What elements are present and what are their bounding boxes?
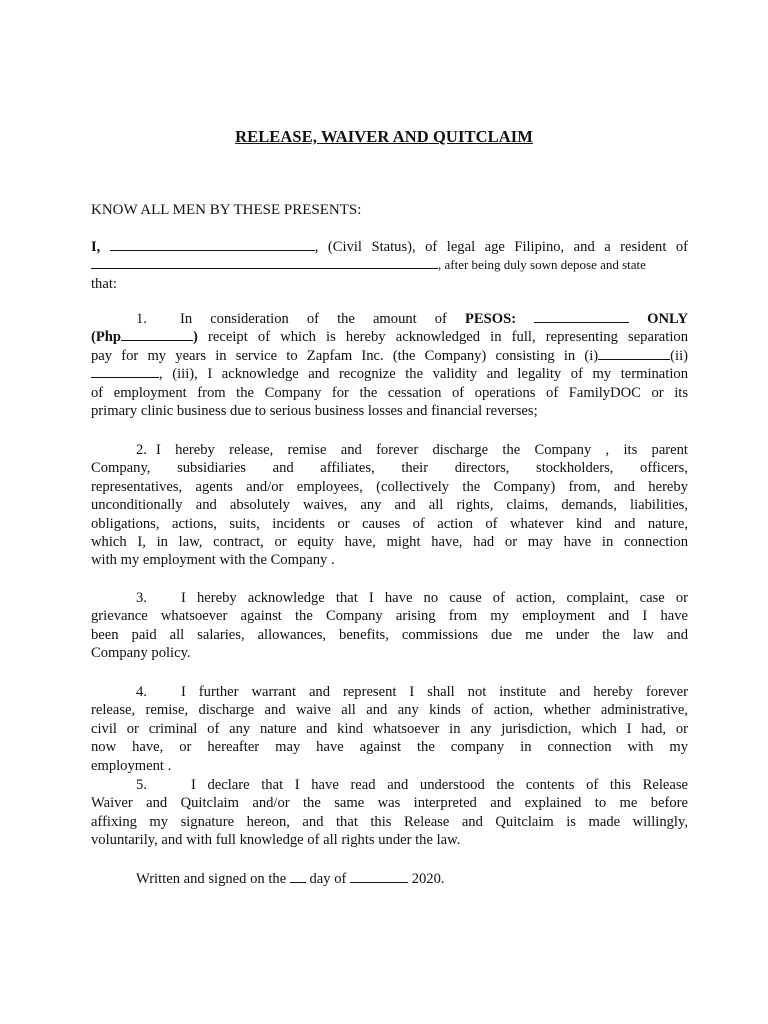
pesos-label: PESOS: bbox=[464, 311, 517, 327]
only-label: ONLY bbox=[647, 311, 688, 327]
clause-4-line: employment . bbox=[91, 757, 172, 774]
clause-2-line: which I, in law, contract, or equity have, might have, had or may have in connection bbox=[91, 534, 688, 551]
name-blank bbox=[110, 238, 315, 251]
clause-1-text-b: receipt of which is hereby acknowledged in full, representing separation bbox=[208, 329, 688, 346]
signed-text-a: Written and signed on the bbox=[136, 871, 287, 887]
clause-2-line: with my employment with the Company . bbox=[91, 552, 335, 569]
clause-4 bbox=[91, 683, 688, 775]
clause-1-text-e: of employment from the Company for the cessation of operations of FamilyDOC or its bbox=[91, 384, 688, 401]
pesos-blank bbox=[534, 310, 629, 323]
clause-5-line: voluntarily, and with full knowledge of all rights under the law. bbox=[91, 832, 461, 849]
document-title: RELEASE, WAIVER AND QUITCLAIM bbox=[235, 127, 533, 146]
clause-2-line: I hereby release, remise and forever discharge the Company , its parent bbox=[156, 442, 688, 458]
clause-1 bbox=[91, 310, 688, 420]
clause-5 bbox=[91, 776, 688, 850]
clause-5-line: affixing my signature hereon, and that this Release and Quitclaim is made willingly, bbox=[91, 813, 688, 830]
clause-4-line: release, remise, discharge and waive all and any kinds of action, whether administrative, bbox=[91, 702, 688, 719]
clause-2-line: Company, subsidiaries and affiliates, their directors, stockholders, officers, bbox=[91, 460, 688, 477]
intro-text: KNOW ALL MEN BY THESE PRESENTS: bbox=[91, 202, 362, 218]
clause-3-line: I hereby acknowledge that I have no cause of action, complaint, case or bbox=[181, 590, 688, 606]
item-i-blank bbox=[598, 347, 670, 360]
that-text: that: bbox=[91, 275, 117, 292]
php-close: ) bbox=[193, 329, 198, 346]
php-label: (Php bbox=[91, 329, 122, 346]
signed-text-b: day of bbox=[309, 871, 347, 887]
clause-3 bbox=[91, 589, 688, 663]
clause-4-number: 4. bbox=[136, 684, 147, 700]
clause-5-line: Waiver and Quitclaim and/or the same was interpreted and explained to me before bbox=[91, 795, 688, 812]
clause-1-text-a: In consideration of the amount of bbox=[180, 311, 447, 327]
php-blank bbox=[121, 328, 193, 341]
clause-2-line: obligations, actions, suits, incidents or causes of action of whatever kind and nature, bbox=[91, 515, 688, 532]
clause-3-line: Company policy. bbox=[91, 645, 191, 662]
clause-1-text-c: pay for my years in service to Zapfam Inc. (the Company) consisting in (i) bbox=[91, 347, 599, 364]
party-i: I, bbox=[91, 239, 101, 255]
party-paragraph bbox=[91, 238, 688, 293]
clause-5-number: 5. bbox=[136, 777, 147, 793]
civil-status-text: , (Civil Status), of legal age Filipino, and a resident of bbox=[314, 239, 688, 255]
month-blank bbox=[350, 870, 408, 883]
clause-4-line: I further warrant and represent I shall not institute and hereby forever bbox=[181, 684, 688, 700]
depose-text: , after being duly sown depose and state bbox=[438, 257, 646, 273]
signed-line bbox=[91, 870, 733, 888]
clause-1-text-f: primary clinic business due to serious business losses and financial reverses; bbox=[91, 403, 538, 420]
clause-5-line: I declare that I have read and understood the contents of this Release bbox=[191, 777, 688, 793]
clause-1-text-d: , (iii), I acknowledge and recognize the validity and legality of my termination bbox=[159, 366, 688, 383]
signed-text-c: 2020. bbox=[411, 871, 445, 887]
clause-3-number: 3. bbox=[136, 590, 147, 606]
residence-blank bbox=[91, 256, 438, 269]
clause-2-line: representatives, agents and/or employees, (collectively the Company) from, and hereby bbox=[91, 478, 688, 495]
day-blank bbox=[290, 870, 306, 883]
clause-4-line: now have, or hereafter may have against the company in connection with my bbox=[91, 739, 688, 756]
item-ii-blank bbox=[91, 365, 159, 378]
clause-3-line: been paid all salaries, allowances, benefits, commissions due me under the law and bbox=[91, 626, 688, 643]
clause-4-line: civil or criminal of any nature and kind whatsoever in any jurisdiction, which I had, or bbox=[91, 720, 688, 737]
clause-3-line: grievance whatsoever against the Company arising from my employment and I have bbox=[91, 608, 688, 625]
clause-2-line: unconditionally and absolutely waives, any and all rights, claims, demands, liabilities, bbox=[91, 497, 688, 514]
clause-1-item-ii: (ii) bbox=[670, 347, 688, 364]
clause-2-number: 2. bbox=[136, 442, 147, 458]
clause-1-number: 1. bbox=[136, 311, 147, 327]
clause-2 bbox=[91, 441, 688, 570]
